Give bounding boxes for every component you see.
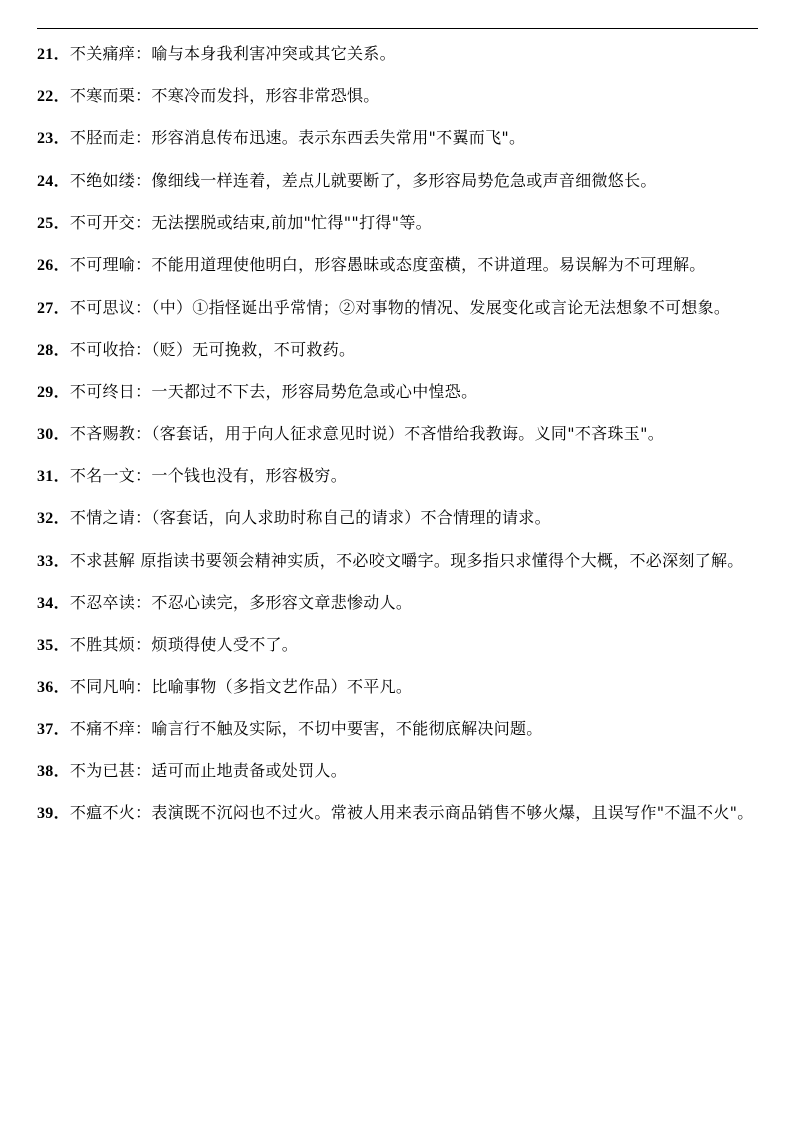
item-number: 30． <box>37 426 70 443</box>
list-item <box>37 677 758 698</box>
header-rule <box>37 28 758 29</box>
item-number: 28． <box>37 341 70 359</box>
item-number: 22． <box>37 88 70 105</box>
list-item <box>37 160 758 203</box>
item-text: 不同凡响：比喻事物（多指文艺作品）不平凡。 <box>69 676 413 696</box>
item-text: 不求甚解 原指读书要领会精神实质，不必咬文嚼字。现多指只求懂得个大概，不必深刻了解。 <box>69 550 744 570</box>
idiom-list <box>37 44 758 845</box>
item-text: 不胫而走：形容消息传布迅速。表示东西丢失常用"不翼而飞"。 <box>69 128 526 147</box>
item-number: 37． <box>37 720 70 738</box>
list-item <box>37 287 758 330</box>
item-number: 26． <box>37 257 70 274</box>
item-text: 不可理喻：不能用道理使他明白，形容愚昧或态度蛮横，不讲道理。易误解为不可理解。 <box>69 255 706 274</box>
list-item <box>37 719 758 740</box>
list-item <box>37 593 758 614</box>
item-text: 不绝如缕：像细线一样连着，差点儿就要断了，多形容局势危急或声音细微悠长。 <box>69 170 657 190</box>
list-item <box>37 635 758 656</box>
list-item <box>37 540 758 583</box>
item-text: 不瘟不火：表演既不沉闷也不过火。常被人用来表示商品销售不够火爆，且误写作"不温不火"。 <box>69 803 754 822</box>
item-text: 不胜其烦：烦琐得使人受不了。 <box>69 634 299 654</box>
item-number: 39． <box>37 805 70 822</box>
item-number: 29． <box>37 383 70 401</box>
item-number: 24． <box>37 172 70 190</box>
item-text: 不可思议：（中）①指怪诞出乎常情；②对事物的情况、发展变化或言论无法想象不可想象。 <box>69 297 731 317</box>
list-item <box>37 382 758 403</box>
item-text: 不可终日：一天都过不下去，形容局势危急或心中惶恐。 <box>69 381 478 401</box>
item-text: 不可收拾：（贬）无可挽救，不可救药。 <box>69 339 356 359</box>
item-text: 不痛不痒：喻言行不触及实际，不切中要害，不能彻底解决问题。 <box>69 718 543 738</box>
item-text: 不吝赐教：（客套话，用于向人征求意见时说）不吝惜给我教诲。义同"不吝珠玉"。 <box>69 424 665 443</box>
item-text: 不情之请：（客套话，向人求助时称自己的请求）不合情理的请求。 <box>69 508 551 527</box>
list-item <box>37 413 758 456</box>
list-item <box>37 508 758 529</box>
item-number: 21． <box>37 46 70 63</box>
item-number: 34． <box>37 594 70 612</box>
item-text: 不忍卒读：不忍心读完，多形容文章悲惨动人。 <box>69 592 413 612</box>
item-number: 31． <box>37 468 70 485</box>
list-item <box>37 761 758 782</box>
item-text: 不名一文：一个钱也没有，形容极穷。 <box>69 466 348 485</box>
item-number: 36． <box>37 678 70 696</box>
list-item <box>37 792 758 835</box>
item-number: 38． <box>37 762 70 780</box>
list-item <box>37 244 758 287</box>
item-text: 不寒而栗：不寒冷而发抖，形容非常恐惧。 <box>69 86 380 105</box>
list-item <box>37 86 758 107</box>
item-number: 25． <box>37 214 70 232</box>
item-number: 33． <box>37 552 70 570</box>
list-item <box>37 213 758 234</box>
item-number: 32． <box>37 510 70 527</box>
item-text: 不为已甚：适可而止地责备或处罚人。 <box>69 760 348 780</box>
item-text: 不关痛痒：喻与本身我利害冲突或其它关系。 <box>69 44 396 63</box>
item-number: 27． <box>37 299 70 317</box>
list-item <box>37 466 758 487</box>
item-number: 35． <box>37 636 70 654</box>
list-item <box>37 340 758 361</box>
item-number: 23． <box>37 130 70 147</box>
item-text: 不可开交：无法摆脱或结束,前加"忙得""打得"等。 <box>69 212 432 232</box>
list-item <box>37 44 758 65</box>
list-item <box>37 128 758 149</box>
